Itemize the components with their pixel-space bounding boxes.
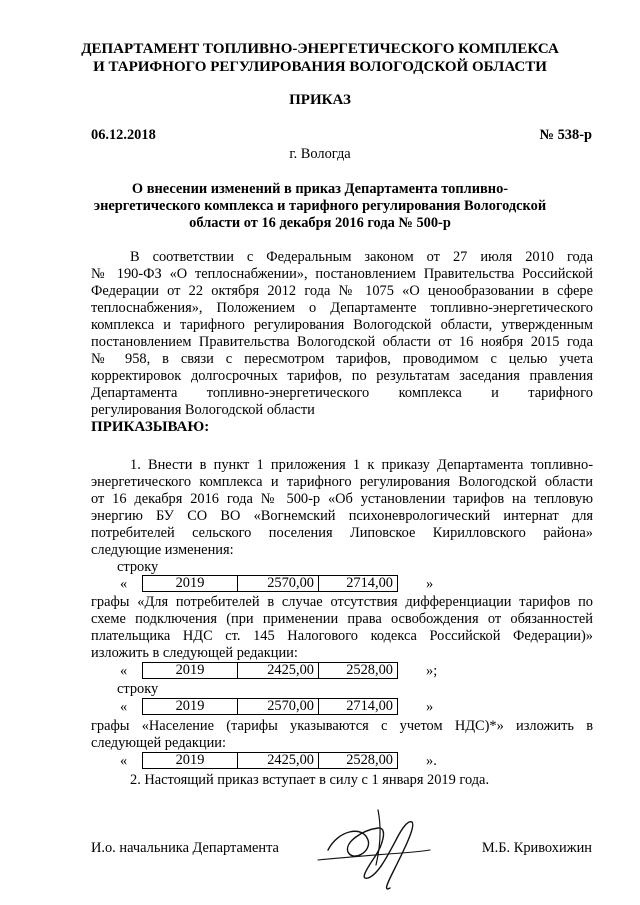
tariff-value-1: 2425,00 xyxy=(238,753,319,769)
quote-open: « xyxy=(120,576,128,592)
preamble-line: В соответствии с Федеральным законом от 27 июля 2010 года xyxy=(130,249,593,265)
title-line: энергетического комплекса и тарифного регулирования Вологодской xyxy=(93,198,547,214)
graph1-line: плательщика НДС ст. 145 Налогового кодекса Российской Федерации)» xyxy=(91,628,593,644)
preamble-line: комплекса и тарифного регулирования Вологодской области, утвержденным xyxy=(91,317,593,333)
tariff-value-2: 2714,00 xyxy=(319,699,398,715)
graph2-line: следующей редакции: xyxy=(91,735,226,751)
tariff-value-1: 2570,00 xyxy=(238,699,319,715)
tariff-row-new xyxy=(142,752,398,769)
tariff-row-old xyxy=(142,575,398,592)
item1-line: 1. Внести в пункт 1 приложения 1 к приказу Департамента топливно- xyxy=(130,457,593,473)
order-word: ПРИКАЗЫВАЮ: xyxy=(91,419,210,435)
item1-line: от 16 декабря 2016 года № 500-р «Об установлении тарифов на тепловую xyxy=(91,491,593,507)
tariff-year: 2019 xyxy=(143,663,238,679)
preamble-line: регулирования Вологодской области xyxy=(91,402,315,418)
item1-line: энергию БУ СО ВО «Вогнемский психоневрологический интернат для xyxy=(91,508,593,524)
row-word: строку xyxy=(117,681,159,697)
quote-close: »; xyxy=(426,663,438,679)
tariff-row-old xyxy=(142,698,398,715)
tariff-value-1: 2425,00 xyxy=(238,663,319,679)
order-date: 06.12.2018 xyxy=(91,127,156,143)
quote-open: « xyxy=(120,663,128,679)
department-name-line2: И ТАРИФНОГО РЕГУЛИРОВАНИЯ ВОЛОГОДСКОЙ ОБЛАСТИ xyxy=(93,59,547,75)
order-number: № 538-р xyxy=(539,127,592,143)
tariff-row-new xyxy=(142,662,398,679)
graph1-line: графы «Для потребителей в случае отсутствия дифференциации тарифов по xyxy=(91,594,593,610)
signature-name: М.Б. Кривохижин xyxy=(481,840,592,856)
document-type: ПРИКАЗ xyxy=(289,92,351,108)
item1-line: следующие изменения: xyxy=(91,542,234,558)
preamble-line: Департамента топливно-энергетического комплекса и тарифного xyxy=(91,385,593,401)
title-line: О внесении изменений в приказ Департамента топливно- xyxy=(131,181,509,197)
graph1-line: схеме подключения (при применении права освобождения от обязанностей xyxy=(91,611,593,627)
handwritten-signature xyxy=(308,800,438,895)
preamble-line: теплоснабжения», Положением о Департаменте топливно-энергетического xyxy=(91,300,593,316)
signature-position: И.о. начальника Департамента xyxy=(91,840,279,856)
preamble-line: Федерации от 22 октября 2012 года № 1075 «О ценообразовании в сфере xyxy=(91,283,593,299)
order-title xyxy=(0,181,640,232)
preamble-line: № 190-ФЗ «О теплоснабжении», постановлением Правительства Российской xyxy=(91,266,593,282)
quote-open: « xyxy=(120,699,128,715)
tariff-year: 2019 xyxy=(143,753,238,769)
tariff-year: 2019 xyxy=(143,699,238,715)
quote-close: ». xyxy=(426,753,437,769)
tariff-value-2: 2528,00 xyxy=(319,753,398,769)
tariff-year: 2019 xyxy=(143,576,238,592)
department-name-line1: ДЕПАРТАМЕНТ ТОПЛИВНО-ЭНЕРГЕТИЧЕСКОГО КОМПЛЕКСА xyxy=(81,41,559,57)
preamble-line: корректировок долгосрочных тарифов, по результатам заседания правления xyxy=(91,368,593,384)
item2: 2. Настоящий приказ вступает в силу с 1 января 2019 года. xyxy=(130,772,490,788)
preamble-line: постановлением Правительства Вологодской области от 16 ноября 2015 года xyxy=(91,334,593,350)
graph2-line: графы «Население (тарифы указываются с учетом НДС)*» изложить в xyxy=(91,718,593,734)
title-line: области от 16 декабря 2016 года № 500-р xyxy=(189,215,451,231)
graph1-line: изложить в следующей редакции: xyxy=(91,645,298,661)
city: г. Вологда xyxy=(289,146,351,162)
row-word: строку xyxy=(117,559,159,575)
quote-close: » xyxy=(426,699,434,715)
tariff-value-2: 2528,00 xyxy=(319,663,398,679)
quote-close: » xyxy=(426,576,434,592)
tariff-value-2: 2714,00 xyxy=(319,576,398,592)
tariff-value-1: 2570,00 xyxy=(238,576,319,592)
preamble-line: № 958, в связи с пересмотром тарифов, проводимом с целью учета xyxy=(91,351,593,367)
quote-open: « xyxy=(120,753,128,769)
item1-line: энергетического комплекса и тарифного регулирования Вологодской области xyxy=(91,474,593,490)
item1-line: потребителей сельского поселения Липовское Кирилловского района» xyxy=(91,525,593,541)
